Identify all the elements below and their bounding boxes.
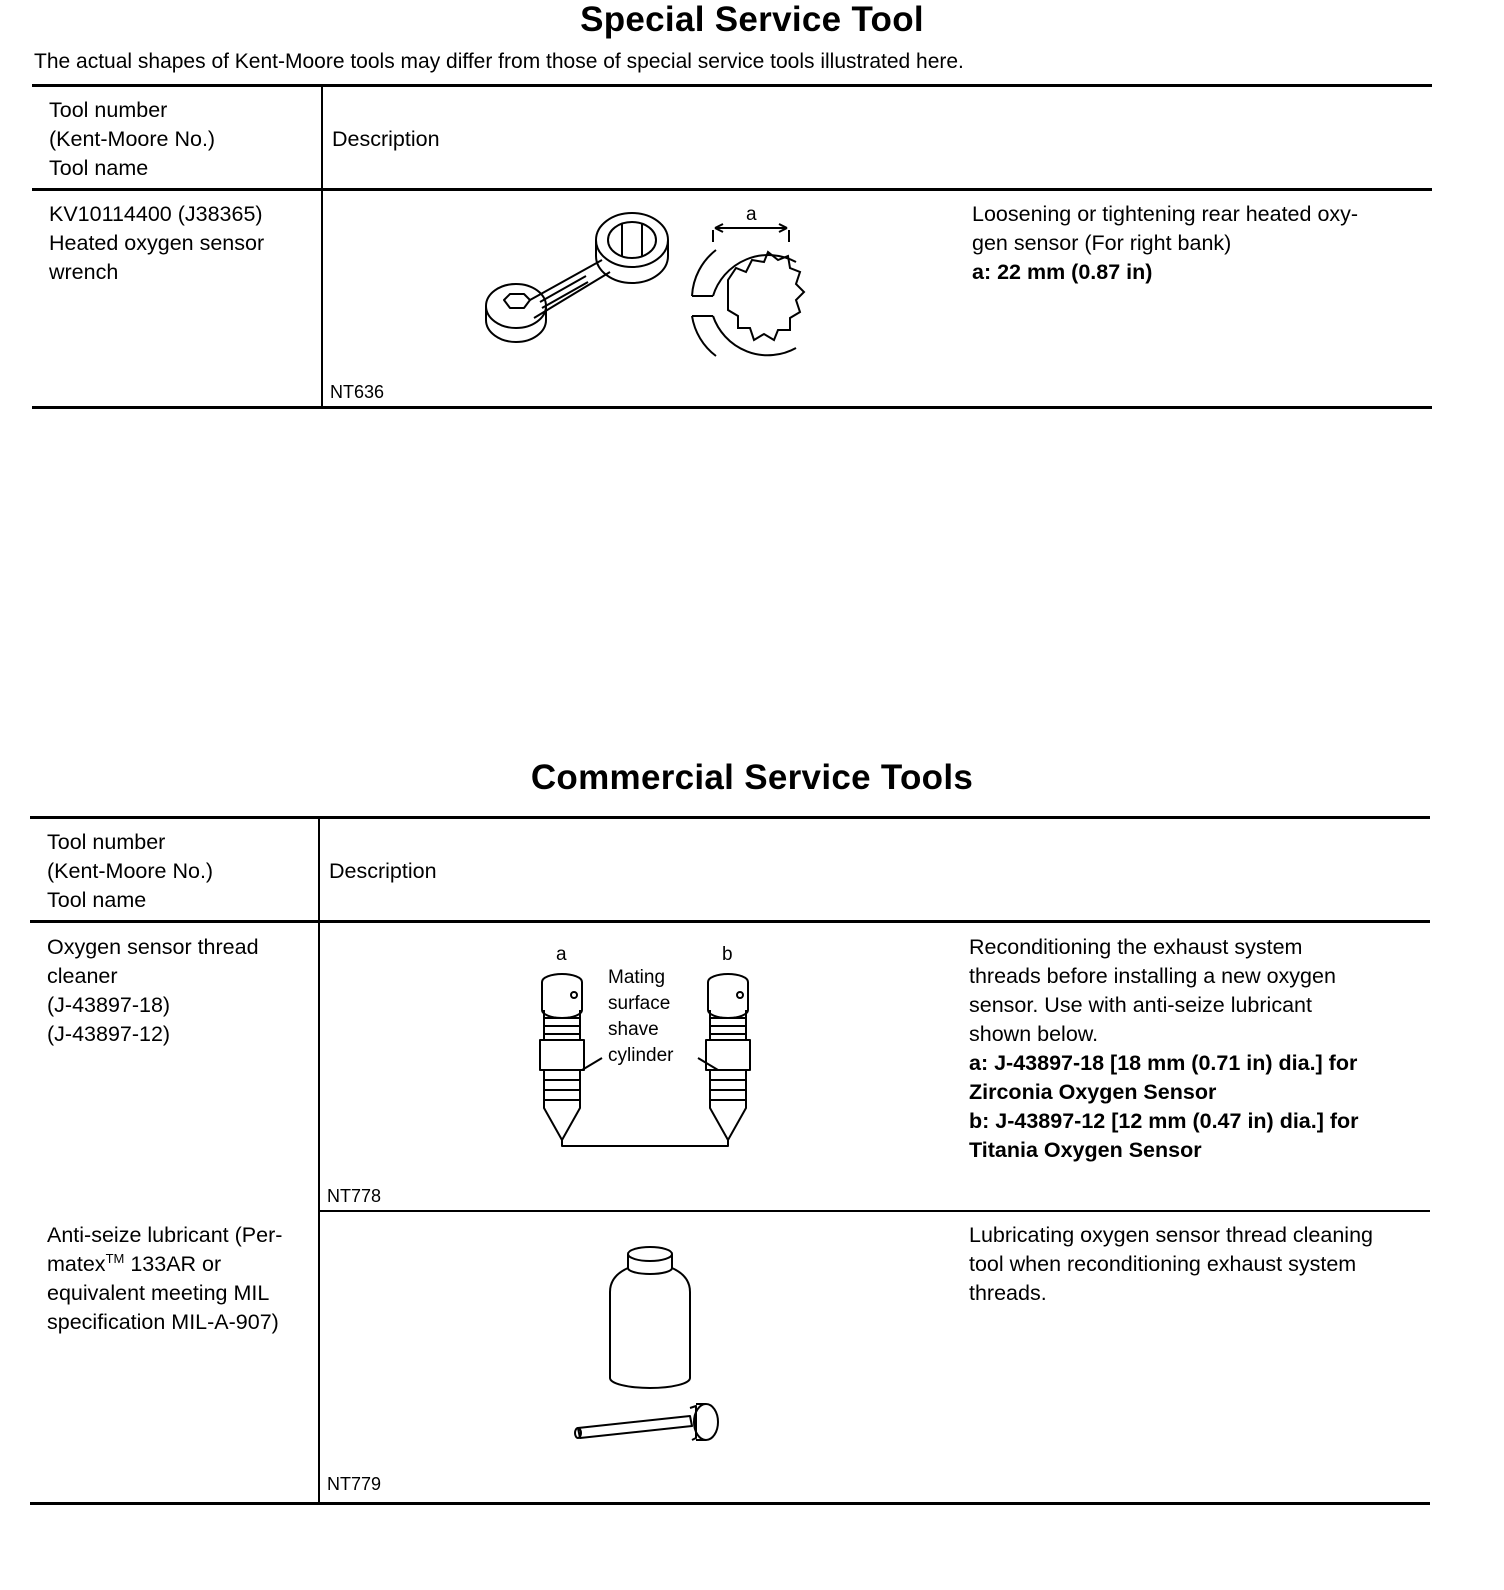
tool-line: Heated oxygen sensor <box>49 231 265 255</box>
wrench-illustration <box>470 196 820 376</box>
description-cell <box>969 1221 1373 1308</box>
header-rule <box>32 188 1432 191</box>
header-tool-line: Tool number <box>47 830 166 854</box>
description-cell <box>972 200 1358 287</box>
description-spec: Zirconia Oxygen Sensor <box>969 1080 1217 1104</box>
tool-line: (J-43897-18) <box>47 993 171 1017</box>
table-bottom-rule <box>30 1502 1430 1505</box>
tool-line: (J-43897-12) <box>47 1022 171 1046</box>
figure-code: NT779 <box>327 1474 382 1494</box>
figure-code: NT778 <box>327 1186 382 1206</box>
tool-cell <box>47 933 259 1049</box>
table-bottom-rule <box>32 406 1432 409</box>
header-rule <box>30 920 1430 923</box>
description-line: gen sensor (For right bank) <box>972 231 1232 255</box>
header-tool-column <box>47 828 213 915</box>
tool-line: equivalent meeting MIL <box>47 1281 270 1305</box>
header-tool-line: Tool number <box>49 98 168 122</box>
tool-line: KV10114400 (J38365) <box>49 202 263 226</box>
description-line: Reconditioning the exhaust system <box>969 935 1303 959</box>
dimension-label-a: a <box>746 204 757 225</box>
commercial-service-tools-title: Commercial Service Tools <box>530 758 974 797</box>
mating-label: shave <box>608 1019 659 1040</box>
description-cell <box>969 933 1359 1165</box>
special-service-tool-title: Special Service Tool <box>580 0 924 39</box>
header-tool-line: Tool name <box>47 888 147 912</box>
description-line: threads. <box>969 1281 1047 1305</box>
description-line: threads before installing a new oxygen <box>969 964 1336 988</box>
description-line: Lubricating oxygen sensor thread cleaning <box>969 1223 1373 1247</box>
tool-line: wrench <box>49 260 119 284</box>
label-a: a <box>556 944 567 965</box>
mating-label: cylinder <box>608 1045 674 1066</box>
tool-line: specification MIL-A-907) <box>47 1310 279 1334</box>
lubricant-bottle-illustration <box>570 1240 740 1450</box>
description-line: shown below. <box>969 1022 1099 1046</box>
description-spec: Titania Oxygen Sensor <box>969 1138 1202 1162</box>
kent-moore-note: The actual shapes of Kent-Moore tools may differ from those of special service tools illustrated here. <box>34 50 964 73</box>
label-b: b <box>722 944 733 965</box>
mating-label: surface <box>608 993 671 1014</box>
tool-line: Oxygen sensor thread <box>47 935 259 959</box>
mating-label: Mating <box>608 967 666 988</box>
table-top-rule <box>30 816 1430 819</box>
description-line: tool when reconditioning exhaust system <box>969 1252 1357 1276</box>
row-divider <box>318 1210 1430 1212</box>
thread-cleaner-illustration <box>520 940 780 1155</box>
tool-cell <box>47 1221 282 1337</box>
header-description: Description <box>329 859 437 883</box>
column-divider <box>321 86 323 408</box>
tool-line-part: 133AR or <box>124 1252 222 1276</box>
header-tool-line: (Kent-Moore No.) <box>47 859 214 883</box>
description-line: Loosening or tightening rear heated oxy- <box>972 202 1359 226</box>
tool-line <box>47 1250 282 1279</box>
description-spec: b: J-43897-12 [12 mm (0.47 in) dia.] for <box>969 1109 1359 1133</box>
description-spec: a: 22 mm (0.87 in) <box>972 260 1153 284</box>
header-tool-line: (Kent-Moore No.) <box>49 127 216 151</box>
tool-line: Anti-seize lubricant (Per- <box>47 1223 283 1247</box>
description-line: sensor. Use with anti-seize lubricant <box>969 993 1312 1017</box>
tool-cell <box>49 200 264 287</box>
table-top-rule <box>32 84 1432 87</box>
trademark-superscript: TM <box>105 1250 125 1266</box>
description-spec: a: J-43897-18 [18 mm (0.71 in) dia.] for <box>969 1051 1358 1075</box>
header-tool-line: Tool name <box>49 156 149 180</box>
figure-code: NT636 <box>330 382 385 402</box>
header-tool-column <box>49 96 215 183</box>
header-description: Description <box>332 127 440 151</box>
tool-line-part: matex <box>47 1252 106 1276</box>
tool-line: cleaner <box>47 964 118 988</box>
